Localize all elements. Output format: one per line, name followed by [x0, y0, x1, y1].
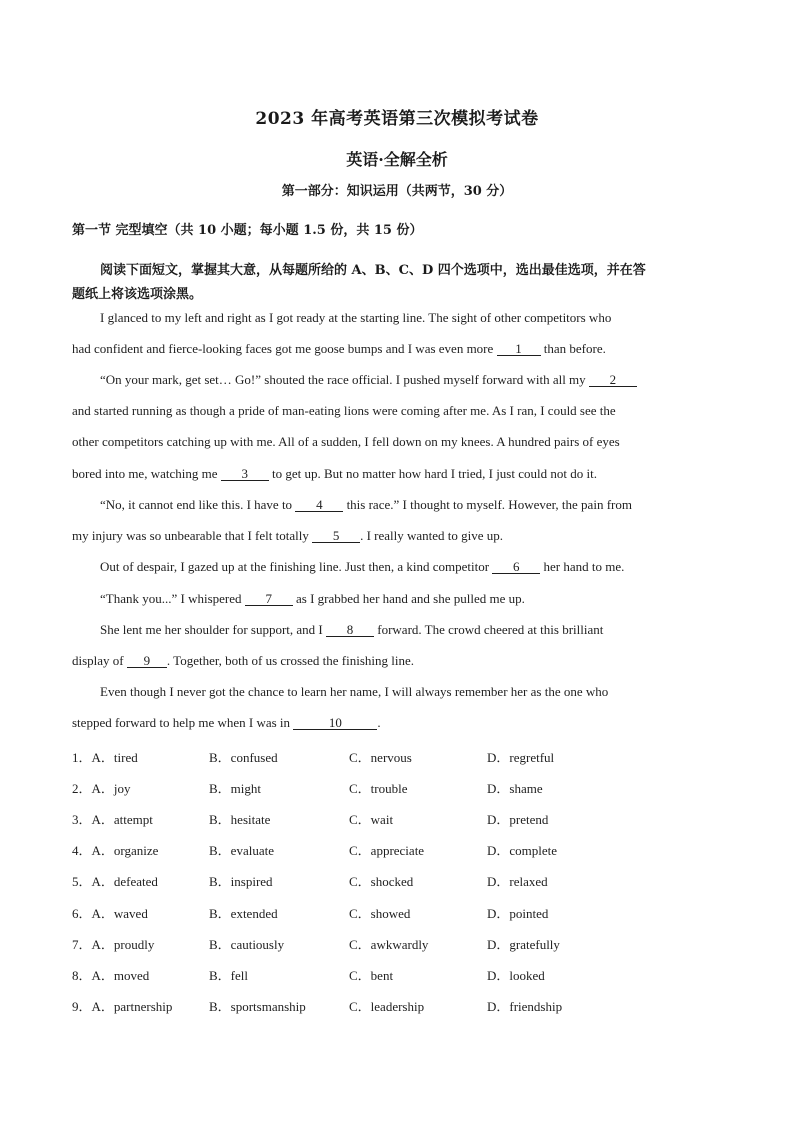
- passage-line: other competitors catching up with me. All of a sudden, I fell down on my knees. A hundred pairs of eyes: [72, 434, 620, 449]
- exam-subtitle: 英语·全解全析: [346, 150, 448, 169]
- option-b: B．evaluate: [209, 843, 274, 858]
- option-d: D．pretend: [487, 812, 549, 827]
- part-heading: 第一部分：知识运用（共两节，30 分）: [281, 184, 513, 199]
- blank-10: 10: [293, 716, 377, 730]
- blank-3: 3: [221, 467, 269, 481]
- blank-8: 8: [326, 623, 374, 637]
- passage-line: “On your mark, get set… Go!” shouted the race official. I pushed myself forward with all my 2: [100, 372, 637, 388]
- blank-5: 5: [312, 529, 360, 543]
- passage-line: Out of despair, I gazed up at the finishing line. Just then, a kind competitor 6 her hand to me.: [100, 559, 625, 574]
- option-d: D．gratefully: [487, 937, 560, 952]
- blank-4: 4: [295, 498, 343, 512]
- option-c: C．appreciate: [349, 843, 425, 858]
- option-a: 3．A．attempt: [72, 812, 153, 827]
- option-a: 1．A．tired: [72, 750, 138, 765]
- option-a: 9．A．partnership: [72, 999, 173, 1014]
- option-b: B．might: [209, 781, 262, 796]
- option-a: 4．A．organize: [72, 843, 159, 858]
- passage-line: bored into me, watching me 3 to get up. But no matter how hard I tried, I just could not do it.: [72, 466, 597, 481]
- option-b: B．confused: [209, 750, 278, 765]
- section-heading: 第一节 完型填空（共 10 小题；每小题 1.5 份，共 15 份）: [72, 223, 423, 238]
- option-a: 5．A．defeated: [72, 874, 158, 889]
- option-c: C．wait: [349, 812, 394, 827]
- option-d: D．shame: [487, 781, 543, 796]
- passage-line: “No, it cannot end like this. I have to 4 this race.” I thought to myself. However, the pain from: [100, 497, 632, 512]
- option-b: B．fell: [209, 968, 248, 983]
- option-d: D．pointed: [487, 906, 549, 921]
- option-c: C．trouble: [349, 781, 408, 796]
- option-a: 2．A．joy: [72, 781, 131, 796]
- exam-title: 2023 年高考英语第三次模拟考试卷: [255, 109, 539, 129]
- passage-line: had confident and fierce-looking faces got me goose bumps and I was even more 1 than before.: [72, 341, 606, 356]
- option-b: B．sportsmanship: [209, 999, 306, 1014]
- instruction-line-1: 阅读下面短文，掌握其大意，从每题所给的 A、B、C、D 四个选项中，选出最佳选项，并在答: [100, 263, 646, 278]
- passage-line: and started running as though a pride of man-eating lions were coming after me. As I ran, I could see the: [72, 403, 616, 418]
- passage-line: stepped forward to help me when I was in 10 .: [72, 715, 381, 730]
- option-c: C．shocked: [349, 874, 414, 889]
- blank-2: 2: [589, 373, 637, 387]
- option-c: C．nervous: [349, 750, 412, 765]
- option-b: B．extended: [209, 906, 278, 921]
- blank-7: 7: [245, 592, 293, 606]
- blank-1: 1: [497, 342, 541, 356]
- option-c: C．showed: [349, 906, 411, 921]
- passage-line: display of 9 . Together, both of us crossed the finishing line.: [72, 653, 414, 668]
- option-a: 8．A．moved: [72, 968, 150, 983]
- passage-line: Even though I never got the chance to learn her name, I will always remember her as the one who: [100, 684, 609, 699]
- option-a: 7．A．proudly: [72, 937, 155, 952]
- option-c: C．bent: [349, 968, 394, 983]
- option-c: C．leadership: [349, 999, 425, 1014]
- option-b: B．inspired: [209, 874, 273, 889]
- option-b: B．cautiously: [209, 937, 285, 952]
- passage-line: I glanced to my left and right as I got ready at the starting line. The sight of other competitors who: [100, 310, 612, 325]
- passage-line: She lent me her shoulder for support, and I 8 forward. The crowd cheered at this brilliant: [100, 622, 604, 637]
- instruction-line-2: 题纸上将该选项涂黑。: [72, 287, 203, 302]
- option-d: D．friendship: [487, 999, 563, 1014]
- passage-line: “Thank you...” I whispered 7 as I grabbed her hand and she pulled me up.: [100, 591, 525, 606]
- blank-6: 6: [492, 560, 540, 574]
- option-c: C．awkwardly: [349, 937, 429, 952]
- option-d: D．complete: [487, 843, 558, 858]
- option-a: 6．A．waved: [72, 906, 148, 921]
- option-d: D．relaxed: [487, 874, 548, 889]
- option-d: D．regretful: [487, 750, 555, 765]
- passage-line: my injury was so unbearable that I felt totally 5 . I really wanted to give up.: [72, 528, 504, 543]
- option-b: B．hesitate: [209, 812, 271, 827]
- option-d: D．looked: [487, 968, 545, 983]
- blank-9: 9: [127, 654, 167, 668]
